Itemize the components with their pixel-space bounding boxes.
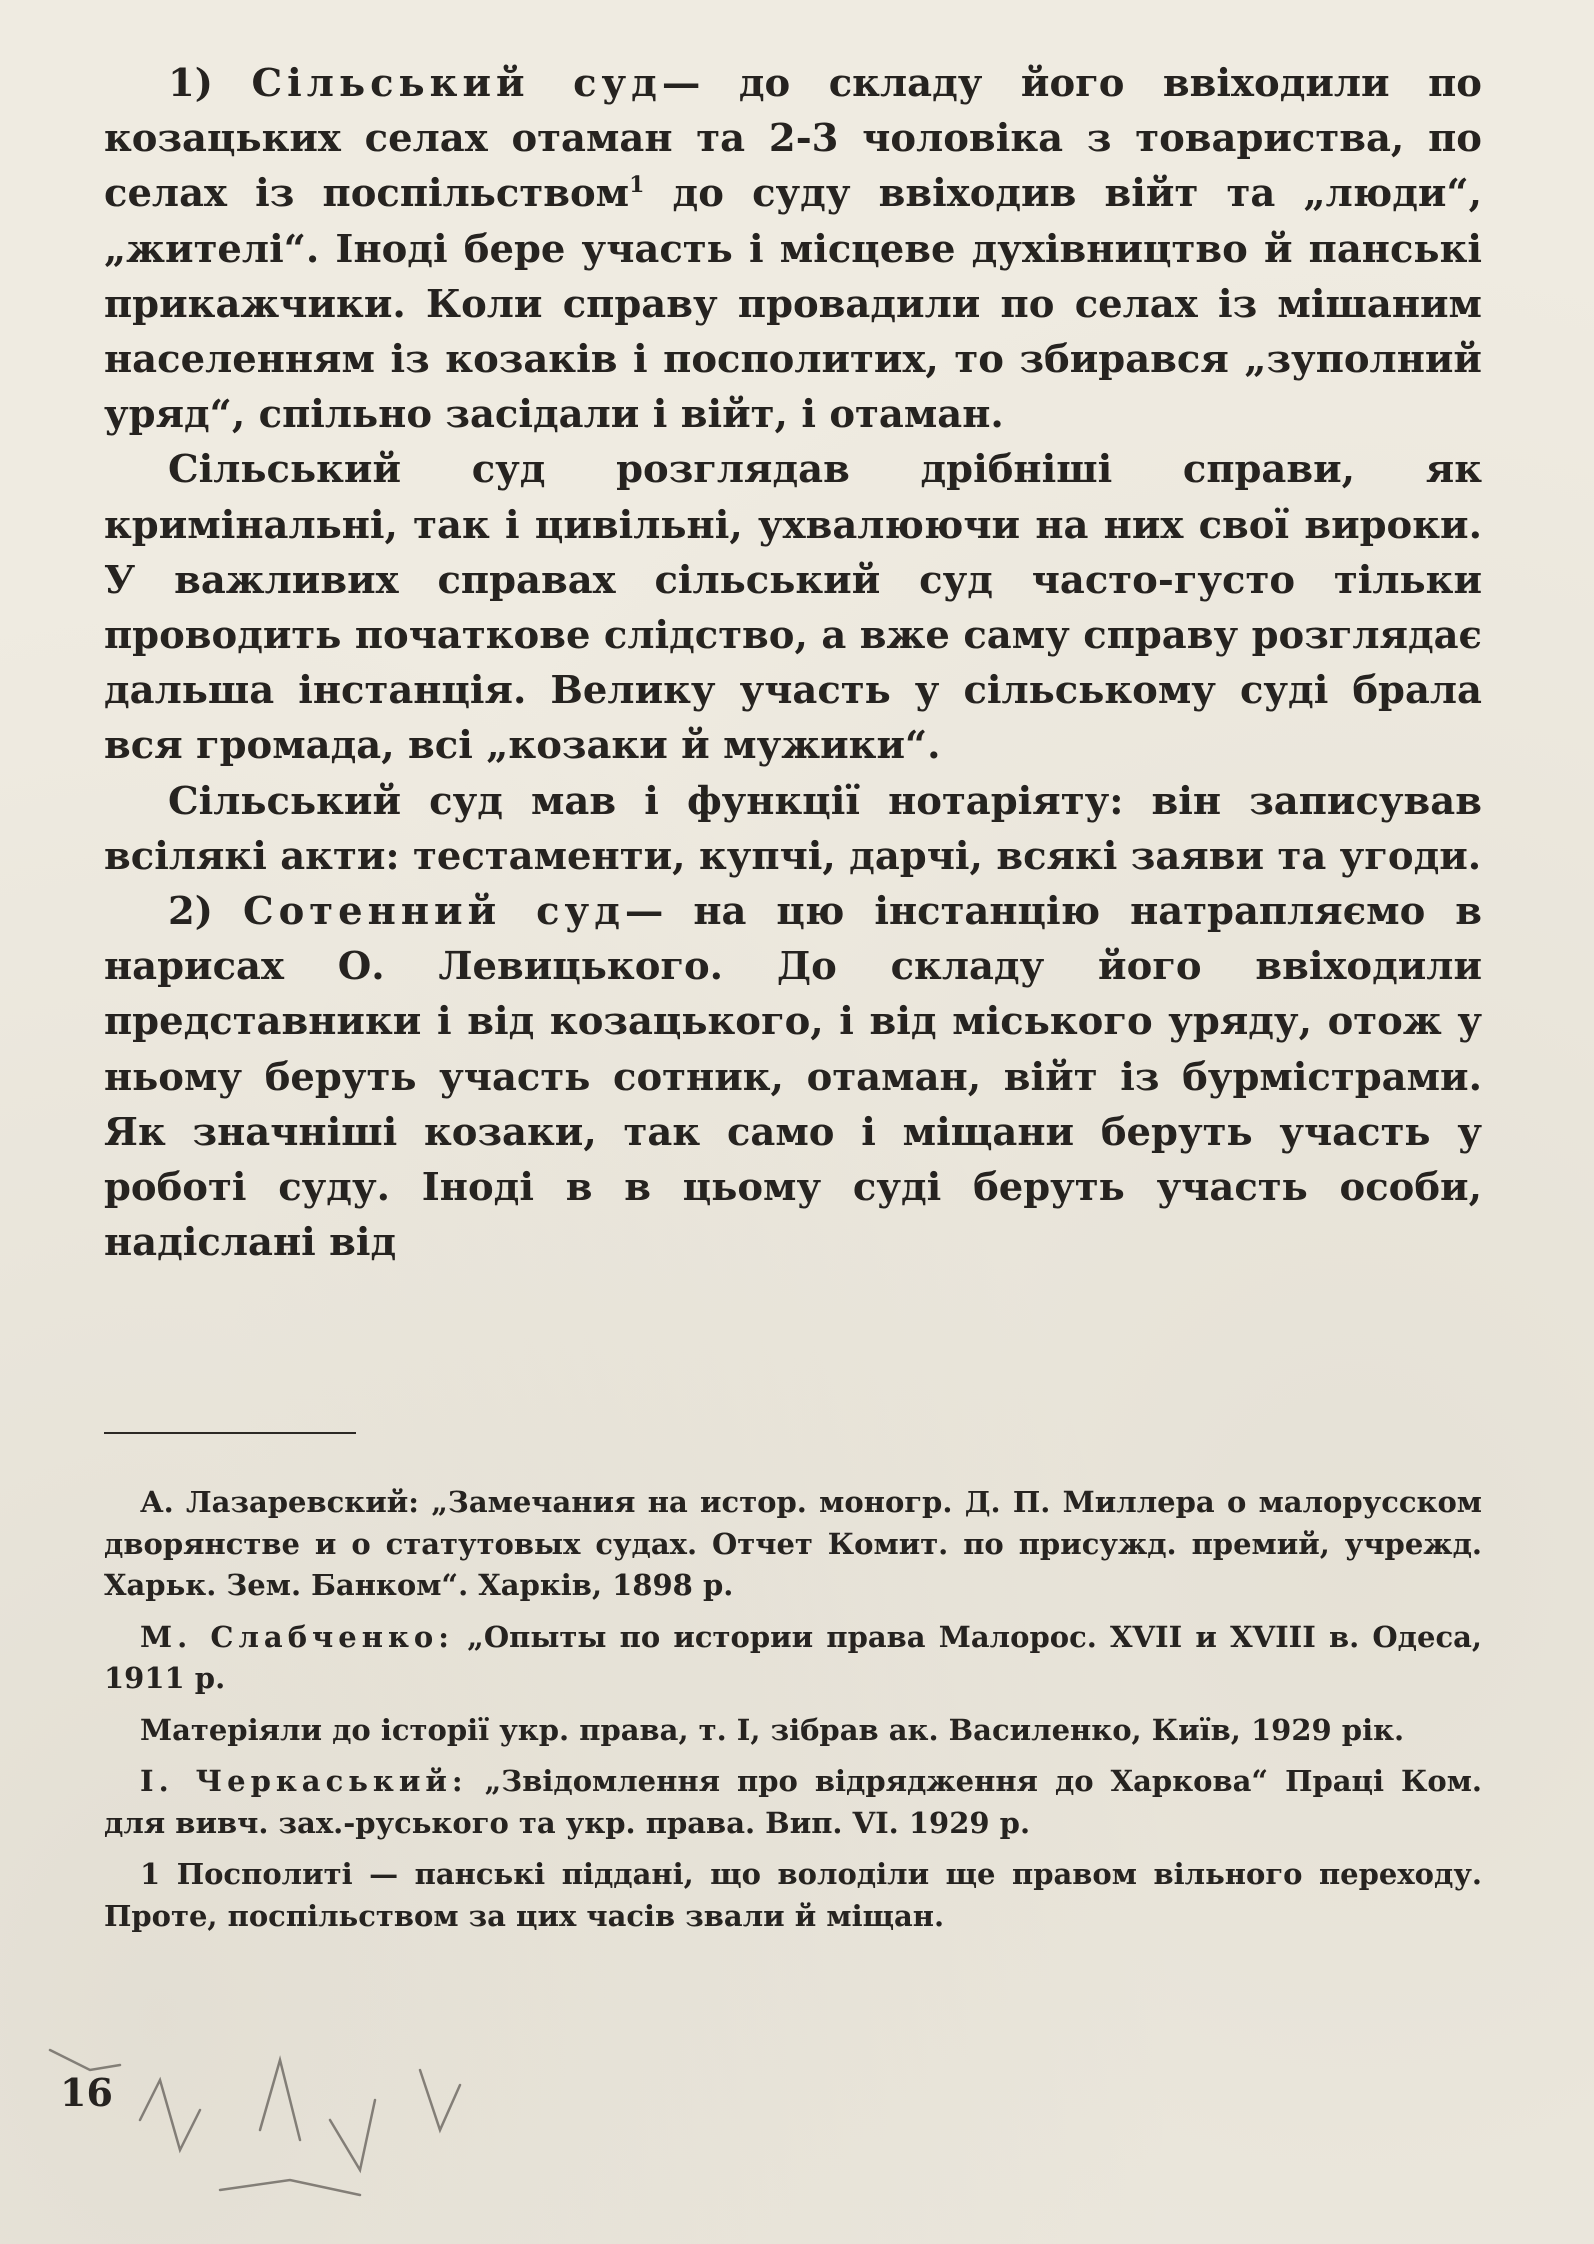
paragraph-text: Сільський суд мав і функції нотаріяту: він записував всілякі акти: тестаменти, купчі, дарчі, всякі заяви та угоди.: [104, 778, 1482, 879]
term-village-court: Сільський суд: [251, 61, 662, 106]
footnote-cherkasky: [104, 1761, 1482, 1844]
main-text: [104, 56, 1482, 1270]
footnote-author: А. Лазаревский:: [140, 1485, 419, 1519]
list-number: 1): [168, 61, 252, 106]
footnote-slabchenko: [104, 1617, 1482, 1700]
footnote-materials: [104, 1710, 1482, 1752]
footnotes: [104, 1482, 1482, 1947]
list-number: 2): [168, 889, 243, 935]
paragraph-village-court-cases: [104, 442, 1482, 773]
term-hundred-court: Сотенний суд: [242, 889, 625, 935]
paragraph-text: — на цю інстанцію натрапляємо в нарисах О. Левицького. До складу його ввіходили представники і від козацького, і від міського уряду, отож у ньому беруть участь сотник, отаман, війт із бурмістрами. Як значніші козаки, так само і міщани беруть участь у роботі суду. Іноді в в цьому суді беруть участь особи, надіслані від: [104, 889, 1482, 1266]
footnote-text: „Замечания на истор. моногр. Д. П. Миллера о малорусском дворянстве и о статутовых судах. Отчет Комит. по присужд. премий, учрежд. Харьк. Зем. Банком“. Харків, 1898 р.: [104, 1485, 1483, 1602]
footnote-pospolyti: [104, 1854, 1482, 1937]
footnote-marker: 1: [140, 1857, 161, 1891]
paragraph-notary-functions: [104, 774, 1482, 884]
footnote-text: „Звідомлення про відрядження до Харкова“ Праці Ком. для вивч. зах.-руського та укр. права. Вип. VI. 1929 р.: [104, 1764, 1482, 1840]
footnote-author: М. Слабченко:: [140, 1619, 454, 1654]
footnote-text: „Опыты по истории права Малорос. XVII и XVIII в. Одеса, 1911 р.: [104, 1619, 1482, 1695]
footnote-marker: 1: [629, 172, 645, 199]
paragraph-text-continued: до суду ввіходив війт та „люди“, „жителі“. Іноді бере участь і місцеве духівництво й панські прикажчики. Коли справу провадили по селах із мішаним населенням із козаків і посполитих, то збирався „зуполний уряд“, спільно засідали і війт, і отаман.: [104, 171, 1482, 438]
footnote-lazarevsky: [104, 1482, 1482, 1607]
footnote-text: Посполиті — панські піддані, що володіли ще правом вільного переходу. Проте, поспільством за цих часів звали й міщан.: [104, 1857, 1482, 1933]
footnote-text: Матеріяли до історії укр. права, т. І, зібрав ак. Василенко, Київ, 1929 рік.: [140, 1712, 1405, 1747]
paragraph-village-court: [104, 56, 1482, 442]
footnote-divider: [104, 1432, 356, 1434]
footnote-author: І. Черкаський:: [140, 1764, 468, 1798]
paragraph-text: — до складу його ввіходили по козацьких селах отаман та 2-3 чоловіка з товариства, по селах із поспільством: [104, 61, 1482, 217]
paragraph-hundred-court: [104, 884, 1482, 1270]
paragraph-text: Сільський суд розглядав дрібніші справи, як кримінальні, так і цивільні, ухвалюючи на них свої вироки. У важливих справах сільський суд часто-густо тільки проводить початкове слідство, а вже саму справу розглядає дальша інстанція. Велику участь у сільському суді брала вся громада, всі „козаки й мужики“.: [104, 447, 1482, 769]
page-number: 16: [60, 2070, 113, 2115]
